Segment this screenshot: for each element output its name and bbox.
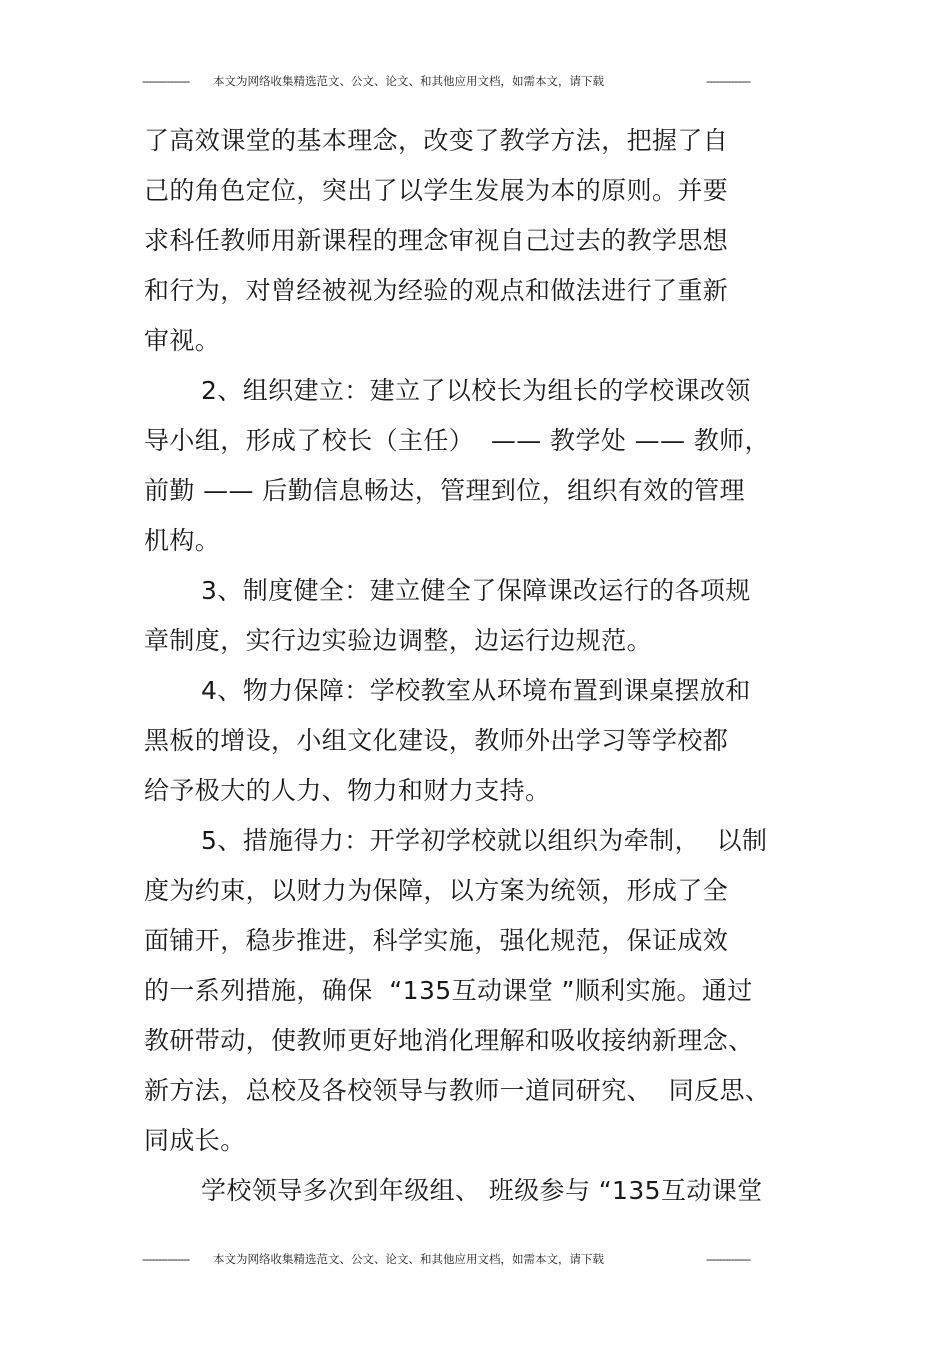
body-line: 3、制度健全：建立健全了保障课改运行的各项规 bbox=[201, 576, 751, 605]
body-line: 审视。 bbox=[144, 326, 221, 355]
body-line: 黑板的增设，小组文化建设，教师外出学习等学校都 bbox=[144, 726, 729, 755]
page-footer bbox=[0, 1249, 950, 1269]
document-body bbox=[144, 116, 824, 1216]
body-line: 给予极大的人力、物力和财力支持。 bbox=[144, 776, 551, 805]
body-line: 章制度，实行边实验边调整，边运行边规范。 bbox=[144, 626, 653, 655]
body-line: 2、组织建立：建立了以校长为组长的学校课改领 bbox=[201, 376, 751, 405]
body-line: 4、物力保障：学校教室从环境布置到课桌摆放和 bbox=[201, 676, 751, 705]
header-note: 本文为网络收集精选范文、公文、论文、和其他应用文档，如需本文，请下载 bbox=[213, 74, 604, 88]
body-line: 机构。 bbox=[144, 526, 221, 555]
body-line: 的一系列措施，确保 “135互动课堂 ”顺利实施。通过 bbox=[144, 976, 753, 1005]
body-line: 度为约束，以财力为保障，以方案为统领，形成了全 bbox=[144, 876, 729, 905]
body-line: 学校领导多次到年级组、 班级参与 “135互动课堂 bbox=[201, 1176, 763, 1205]
body-line: 导小组，形成了校长（主任） —— 教学处 —— 教师， bbox=[144, 426, 770, 455]
footer-note: 本文为网络收集精选范文、公文、论文、和其他应用文档，如需本文，请下载 bbox=[213, 1252, 604, 1266]
footer-dashes-left: --------------- bbox=[142, 1252, 190, 1266]
body-line: 新方法，总校及各校领导与教师一道同研究、 同反思、 bbox=[144, 1076, 771, 1105]
body-line: 和行为，对曾经被视为经验的观点和做法进行了重新 bbox=[144, 276, 729, 305]
body-line: 求科任教师用新课程的理念审视自己过去的教学思想 bbox=[144, 226, 729, 255]
body-line: 同成长。 bbox=[144, 1126, 246, 1155]
page-header bbox=[0, 71, 950, 91]
body-line: 前勤 —— 后勤信息畅达，管理到位，组织有效的管理 bbox=[144, 476, 745, 505]
body-line: 了高效课堂的基本理念，改变了教学方法，把握了自 bbox=[144, 126, 729, 155]
footer-dashes-right: -------------- bbox=[706, 1252, 751, 1266]
body-line: 5、措施得力：开学初学校就以组织为牵制， 以制 bbox=[201, 826, 768, 855]
body-line: 面铺开，稳步推进，科学实施，强化规范，保证成效 bbox=[144, 926, 729, 955]
body-line: 教研带动，使教师更好地消化理解和吸收接纳新理念、 bbox=[144, 1026, 754, 1055]
header-dashes-left: --------------- bbox=[142, 74, 190, 88]
body-line: 己的角色定位，突出了以学生发展为本的原则。并要 bbox=[144, 176, 729, 205]
header-dashes-right: -------------- bbox=[706, 74, 751, 88]
